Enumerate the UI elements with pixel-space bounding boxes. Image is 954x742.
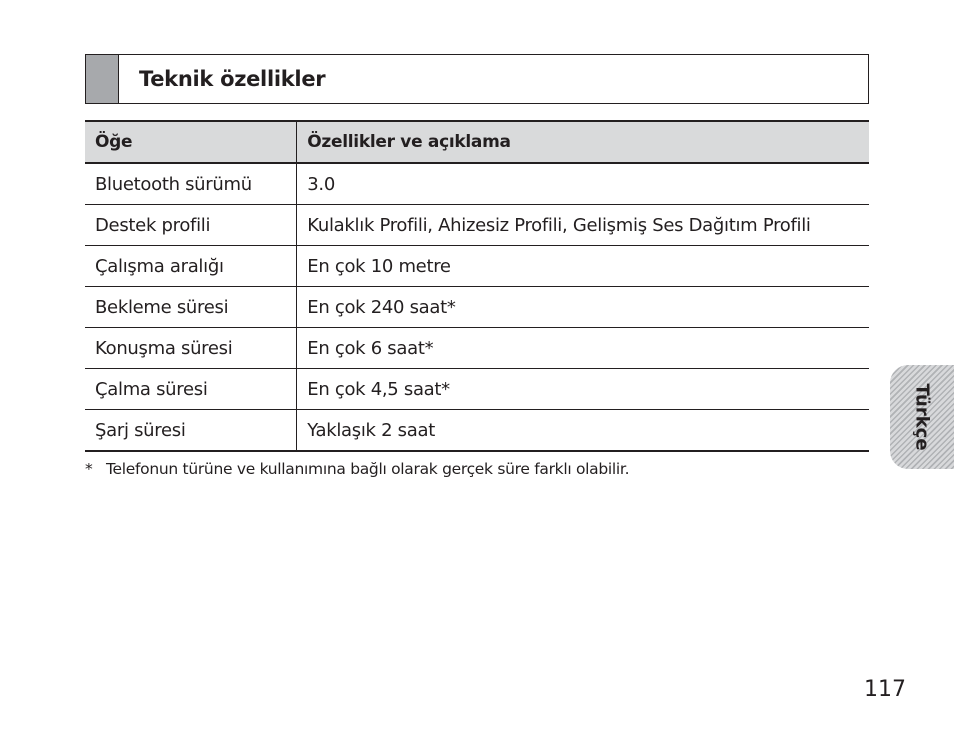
table-row <box>85 205 869 246</box>
table-cell-item: Konuşma süresi <box>85 328 297 369</box>
table-cell-item: Bekleme süresi <box>85 287 297 328</box>
footnote-text: Telefonun türüne ve kullanımına bağlı olarak gerçek süre farklı olabilir. <box>106 460 630 478</box>
table-row <box>85 328 869 369</box>
table-row <box>85 287 869 328</box>
column-header-spec: Özellikler ve açıklama <box>297 121 869 163</box>
table-cell-spec: En çok 10 metre <box>297 246 869 287</box>
table-cell-item: Şarj süresi <box>85 410 297 452</box>
table-cell-spec: Kulaklık Profili, Ahizesiz Profili, Gelişmiş Ses Dağıtım Profili <box>297 205 869 246</box>
table-header-row <box>85 121 869 163</box>
table-row <box>85 163 869 205</box>
table-cell-spec: 3.0 <box>297 163 869 205</box>
language-tab <box>890 365 954 469</box>
language-tab-label: Türkçe <box>911 383 933 451</box>
table-cell-spec: En çok 6 saat* <box>297 328 869 369</box>
table-row <box>85 369 869 410</box>
table-row <box>85 246 869 287</box>
footnote-mark: * <box>85 460 93 478</box>
table-cell-spec: En çok 240 saat* <box>297 287 869 328</box>
section-title: Teknik özellikler <box>139 67 326 91</box>
table-cell-item: Destek profili <box>85 205 297 246</box>
spec-table <box>85 120 869 452</box>
footnote <box>85 460 629 478</box>
section-header <box>85 54 869 104</box>
table-cell-item: Çalma süresi <box>85 369 297 410</box>
section-header-tab <box>86 55 119 103</box>
table-row <box>85 410 869 452</box>
table-cell-item: Bluetooth sürümü <box>85 163 297 205</box>
page-number: 117 <box>864 677 906 702</box>
table-cell-spec: Yaklaşık 2 saat <box>297 410 869 452</box>
table-cell-spec: En çok 4,5 saat* <box>297 369 869 410</box>
table-cell-item: Çalışma aralığı <box>85 246 297 287</box>
column-header-item: Öğe <box>85 121 297 163</box>
